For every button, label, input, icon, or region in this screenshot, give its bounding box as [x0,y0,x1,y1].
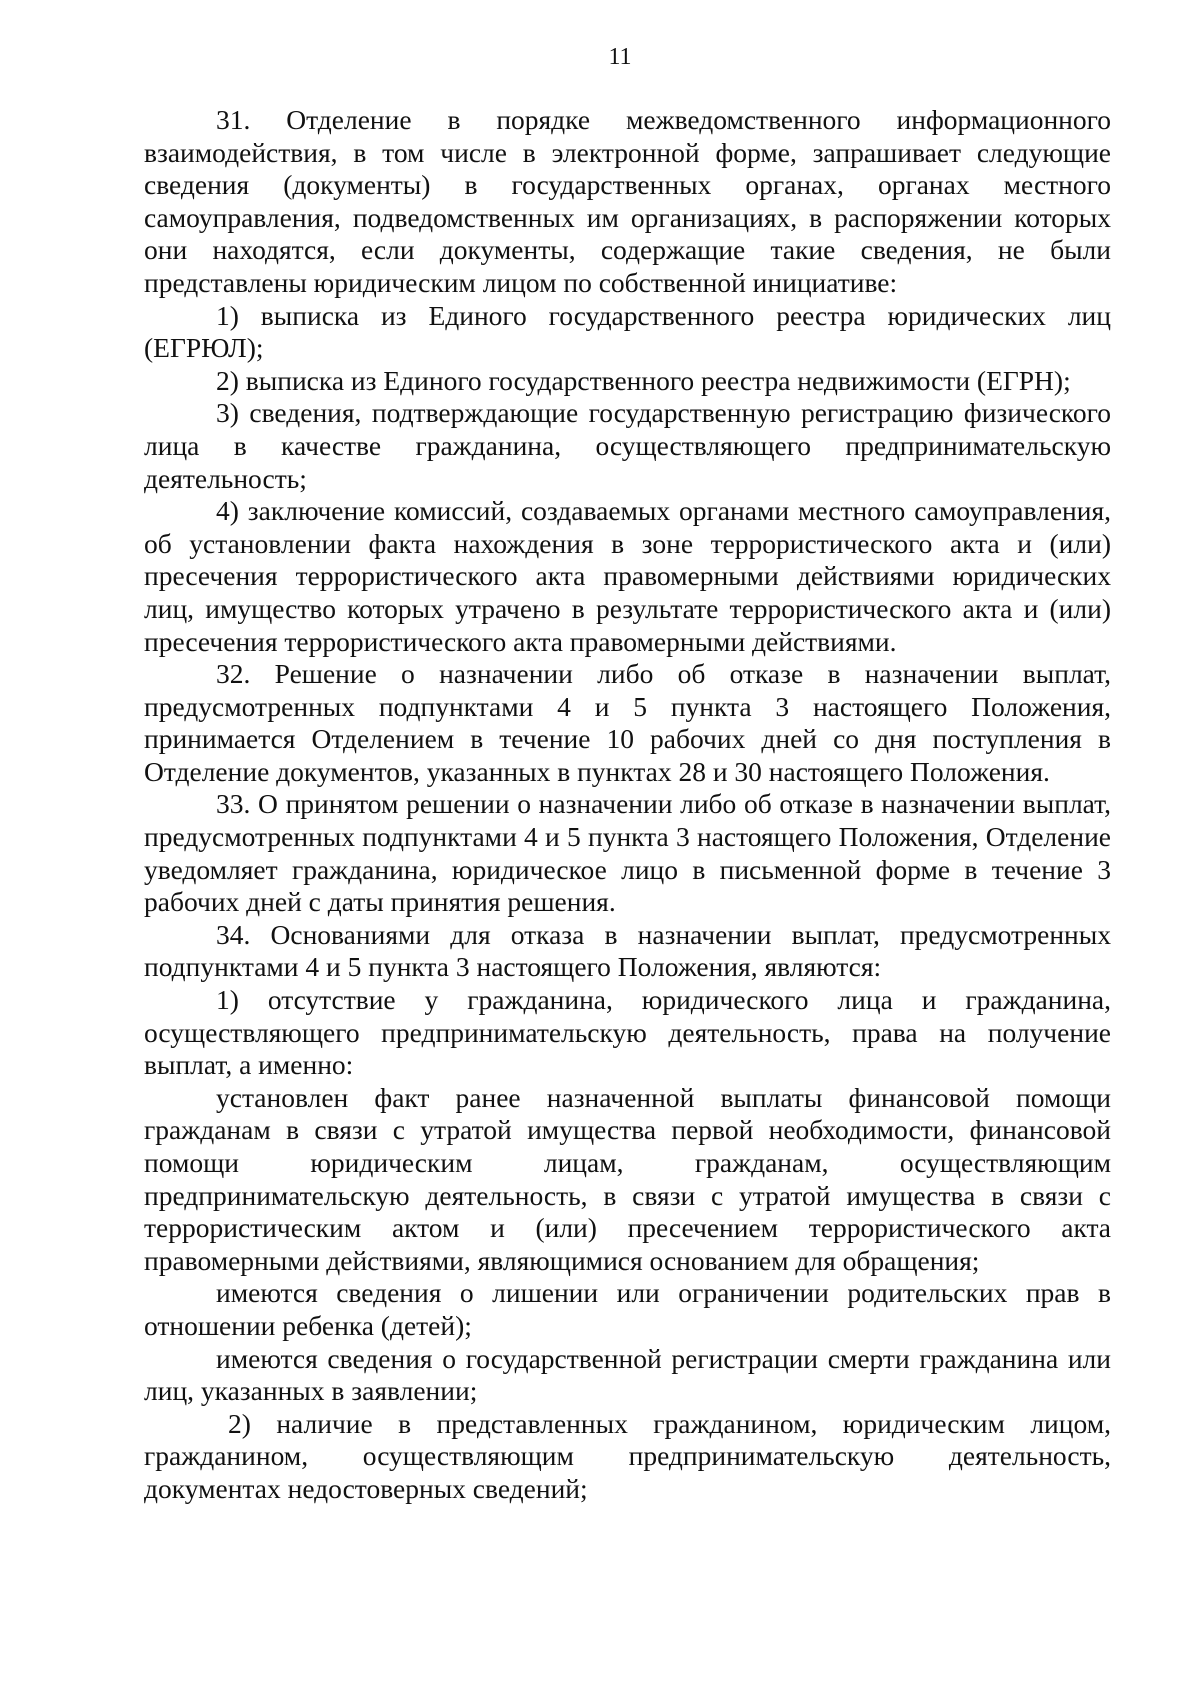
list-item-34-1: 1) отсутствие у гражданина, юридического лица и гражданина, осуществляющего предпринимательскую деятельность, права на получение выплат, а именно: [144,984,1111,1081]
sub-item-34-1-b: имеются сведения о лишении или ограничении родительских прав в отношении ребенка (детей); [144,1277,1111,1341]
list-item-34-2: 2) наличие в представленных гражданином, юридическим лицом, гражданином, осуществляющим предпринимательскую деятельность, документах недостоверных сведений; [144,1407,1111,1504]
sub-item-34-1-a: установлен факт ранее назначенной выплаты финансовой помощи гражданам в связи с утратой имущества первой необходимости, финансовой помощи юридическим лицам, гражданам, осуществляющим предпринимательскую деятельность, в связи с утратой имущества в связи с террористическим актом и (или) пресечением террористического акта правомерными действиями, являющимися основанием для обращения; [144,1081,1111,1276]
paragraph-32: 32. Решение о назначении либо об отказе в назначении выплат, предусмотренных подпунктами 4 и 5 пункта 3 настоящего Положения, принимается Отделением в течение 10 рабочих дней со дня поступления в Отделение документов, указанных в пунктах 28 и 30 настоящего Положения. [144,658,1111,787]
list-item-31-4: 4) заключение комиссий, создаваемых органами местного самоуправления, об установлении факта нахождения в зоне террористического акта и (или) пресечения террористического акта правомерными действиями юридических лиц, имущество которых утрачено в результате террористического акта и (или) пресечения террористического акта правомерными действиями. [144,495,1111,657]
list-item-31-1: 1) выписка из Единого государственного реестра юридических лиц (ЕГРЮЛ); [144,299,1111,364]
list-item-31-3: 3) сведения, подтверждающие государственную регистрацию физического лица в качестве гражданина, осуществляющего предпринимательскую деятельность; [144,397,1111,494]
document-body [144,104,1111,1506]
list-item-31-2: 2) выписка из Единого государственного реестра недвижимости (ЕГРН); [216,364,1071,396]
paragraph-33: 33. О принятом решении о назначении либо об отказе в назначении выплат, предусмотренных подпунктами 4 и 5 пункта 3 настоящего Положения, Отделение уведомляет гражданина, юридическое лицо в письменной форме в течение 3 рабочих дней с даты принятия решения. [144,788,1111,918]
sub-item-34-1-c: имеются сведения о государственной регистрации смерти гражданина или лиц, указанных в заявлении; [144,1342,1111,1407]
paragraph-31: 31. Отделение в порядке межведомственного информационного взаимодействия, в том числе в электронной форме, запрашивает следующие сведения (документы) в государственных органах, органах местного самоуправления, подведомственных им организациях, в распоряжении которых они находятся, если документы, содержащие такие сведения, не были представлены юридическим лицом по собственной инициативе: [144,104,1111,298]
page-number: 11 [608,44,632,70]
paragraph-34: 34. Основаниями для отказа в назначении выплат, предусмотренных подпунктами 4 и 5 пункта 3 настоящего Положения, являются: [144,918,1111,983]
